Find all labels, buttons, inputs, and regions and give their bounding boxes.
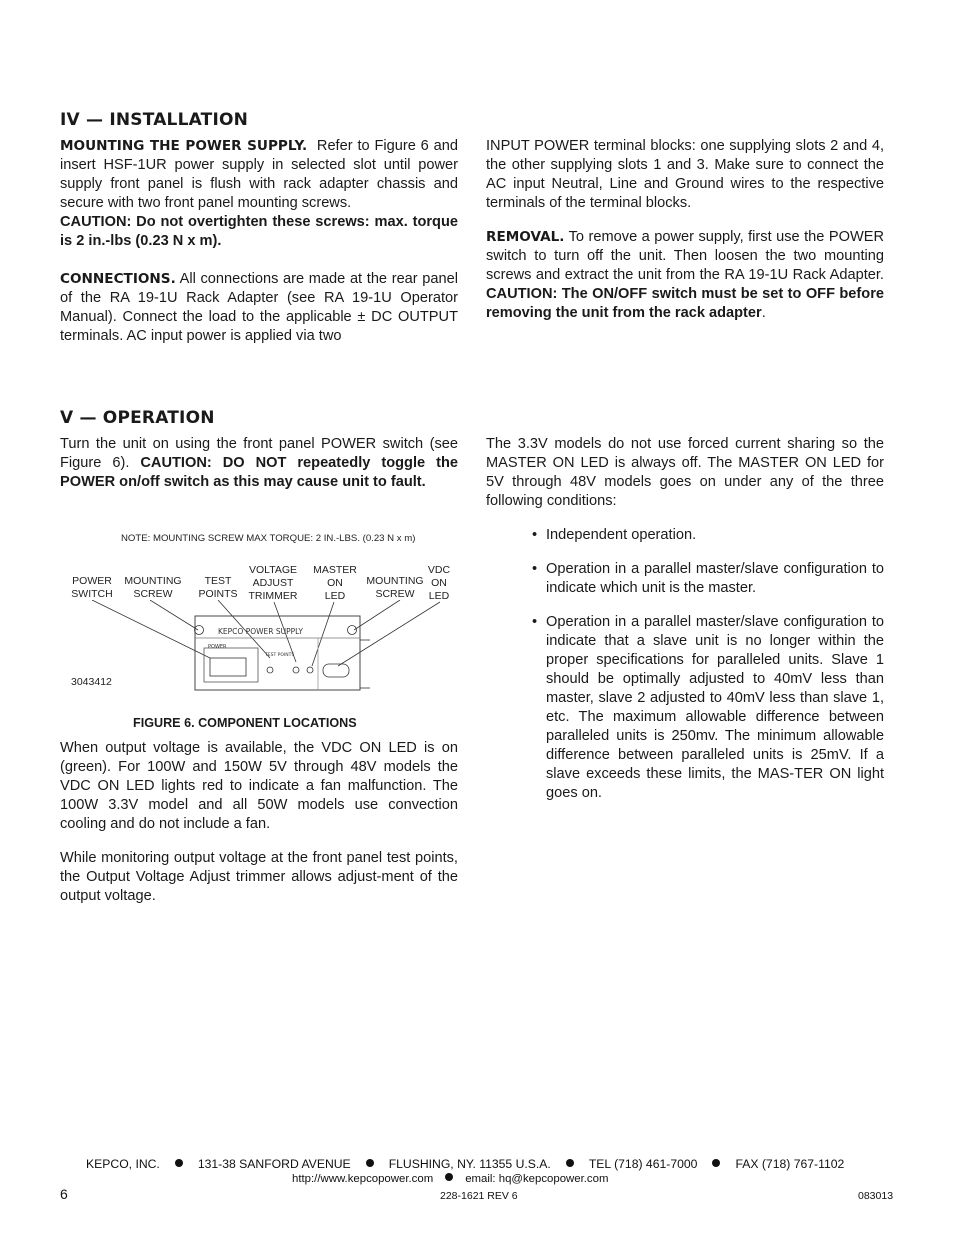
bullet-separator-icon [712,1159,720,1167]
led-icon [307,667,313,673]
leader-power-switch [92,600,210,658]
figure-note: NOTE: MOUNTING SCREW MAX TORQUE: 2 IN.-LBS. (0.23 N x m) [121,533,416,544]
footer-address: 131-38 SANFORD AVENUE [197,1157,351,1171]
label-mounting-screw-right: MOUNTING SCREW [366,575,424,600]
master-led-paragraph: The 3.3V models do not use forced current sharing so the MASTER ON LED is always off. The MASTER ON LED for 5V through 48V models goes on under any of the three following conditions: [486,436,884,509]
footer-web-line [292,1173,608,1185]
footer-contact-line [86,1157,844,1171]
footer-fax: FAX (718) 767-1102 [735,1157,845,1171]
bullet-separator-icon [366,1159,374,1167]
footer-web-link[interactable]: http://www.kepcopower.com [292,1173,434,1185]
installation-left-column [60,137,458,346]
mounting-screw-left-icon [195,626,204,635]
vdc-led-paragraph: When output voltage is available, the VDC ON LED is on (green). For 100W and 150W 5V through 48V models the VDC ON LED lights red to indicate a fan malfunction. The 100W 3.3V model and all 50W models use convection cooling and do not include a fan. [60,740,458,832]
footer-tel: TEL (718) 461-7000 [588,1157,698,1171]
operation-left-lower [60,739,458,906]
conditions-list [532,526,884,803]
panel-test-text: TEST POINTS [265,653,295,658]
leader-mounting-screw-right [354,600,400,630]
mounting-paragraph [60,137,458,213]
footer-email[interactable]: email: hq@kepcopower.com [465,1173,609,1185]
label-master-on-led: MASTER ON LED [313,564,357,602]
trimmer-paragraph: While monitoring output voltage at the front panel test points, the Output Voltage Adjust trimmer allows adjust-ment of the output voltage. [60,850,458,904]
label-power-switch: POWER SWITCH [71,575,113,600]
label-vdc-on-led: VDC ON LED [427,564,451,602]
page-number: 6 [60,1186,68,1202]
panel-power-text: POWER [208,644,227,650]
removal-runin-heading: REMOVAL. [486,229,565,245]
power-switch-housing [204,648,258,682]
list-item: • Operation in a parallel master/slave configuration to indicate that a slave unit is no longer within the proper specifications for paralleled units. Slave 1 should be optimally adjusted to 40mV less than master, slave 2 adjusted to 40mV less than slave 1, etc. The maximum allowable difference between paralleled units is 250mv. The minimum allowable difference between paralleled units is 25mV. If a slave exceeds these limits, the MAS-TER ON light goes on. [532,614,884,801]
label-voltage-adjust-trimmer: VOLTAGE ADJUST TRIMMER [248,564,298,602]
list-item: • Operation in a parallel master/slave configuration to indicate which unit is the master. [532,561,884,596]
connections-text: All connections are made at the rear panel of the RA 19-1U Rack Adapter (see RA 19-1U Operator Manual). Connect the load to the applicable ± DC OUTPUT terminals. AC input power is applied via two [60,271,459,344]
mounting-runin-heading: MOUNTING THE POWER SUPPLY. [60,138,308,154]
figure-caption: FIGURE 6. COMPONENT LOCATIONS [133,716,357,730]
mounting-text: Refer to Figure 6 and insert HSF-1UR power supply in selected slot until power supply front panel is flush with rack adapter chassis and secure with two front panel mounting screws. [60,138,458,211]
date-code: 083013 [858,1190,894,1202]
component-locations-diagram [60,600,460,692]
figure-part-number: 3043412 [71,676,112,688]
footer-company: KEPCO, INC. [86,1157,160,1171]
label-mounting-screw-left: MOUNTING SCREW [124,575,182,600]
removal-caution: CAUTION: The ON/OFF switch must be set to OFF before removing the unit from the rack adapter [486,286,884,321]
doc-revision: 228-1621 REV 6 [440,1190,518,1202]
operation-caution: CAUTION: DO NOT repeatedly toggle the POWER on/off switch as this may cause unit to fault. [60,455,458,490]
connections-runin-heading: CONNECTIONS. [60,271,176,287]
trimmer-icon [293,667,299,673]
operation-intro-text: Turn the unit on using the front panel POWER switch (see Figure 6). [60,436,458,471]
installation-heading: IV — INSTALLATION [60,110,249,130]
operation-right-column [486,435,884,511]
power-switch-icon [210,658,246,676]
leader-mounting-screw-left [150,600,198,630]
connections-paragraph [60,270,458,346]
panel-brand-text: KEPCO POWER SUPPLY [218,627,303,636]
operation-heading: V — OPERATION [60,408,215,428]
led-housing-icon [323,664,349,677]
test-point-icon [267,667,273,673]
operation-intro [60,435,458,492]
removal-text: To remove a power supply, first use the POWER switch to turn off the unit. Then loosen the two mounting screws and extract the unit from the RA 19-1U Rack Adapter. [486,229,884,283]
bullet-separator-icon [175,1159,183,1167]
bullet-separator-icon [566,1159,574,1167]
mounting-screw-right-icon [348,626,357,635]
footer-city: FLUSHING, NY. 11355 U.S.A. [388,1157,551,1171]
leader-master-led [312,602,334,666]
installation-right-column [486,137,884,323]
connections-continued: INPUT POWER terminal blocks: one supplying slots 2 and 4, the other supplying slots 1 and 3. Make sure to connect the AC input Neutral, Line and Ground wires to the respective terminals of the terminal blocks. [486,138,884,211]
bullet-separator-icon [445,1173,453,1181]
label-test-points: TEST POINTS [198,575,238,600]
mounting-caution: CAUTION: Do not overtighten these screws: max. torque is 2 in.-lbs (0.23 N x m). [60,214,458,249]
list-item: • Independent operation. [532,527,697,543]
removal-paragraph: REMOVAL. To remove a power supply, first use the POWER switch to turn off the unit. Then loosen the two mounting screws and extract the unit from the RA 19-1U Rack Adapter. CAUTION: The ON/OFF switch must be set to OFF before removing the unit from the rack adapter. [486,229,884,321]
